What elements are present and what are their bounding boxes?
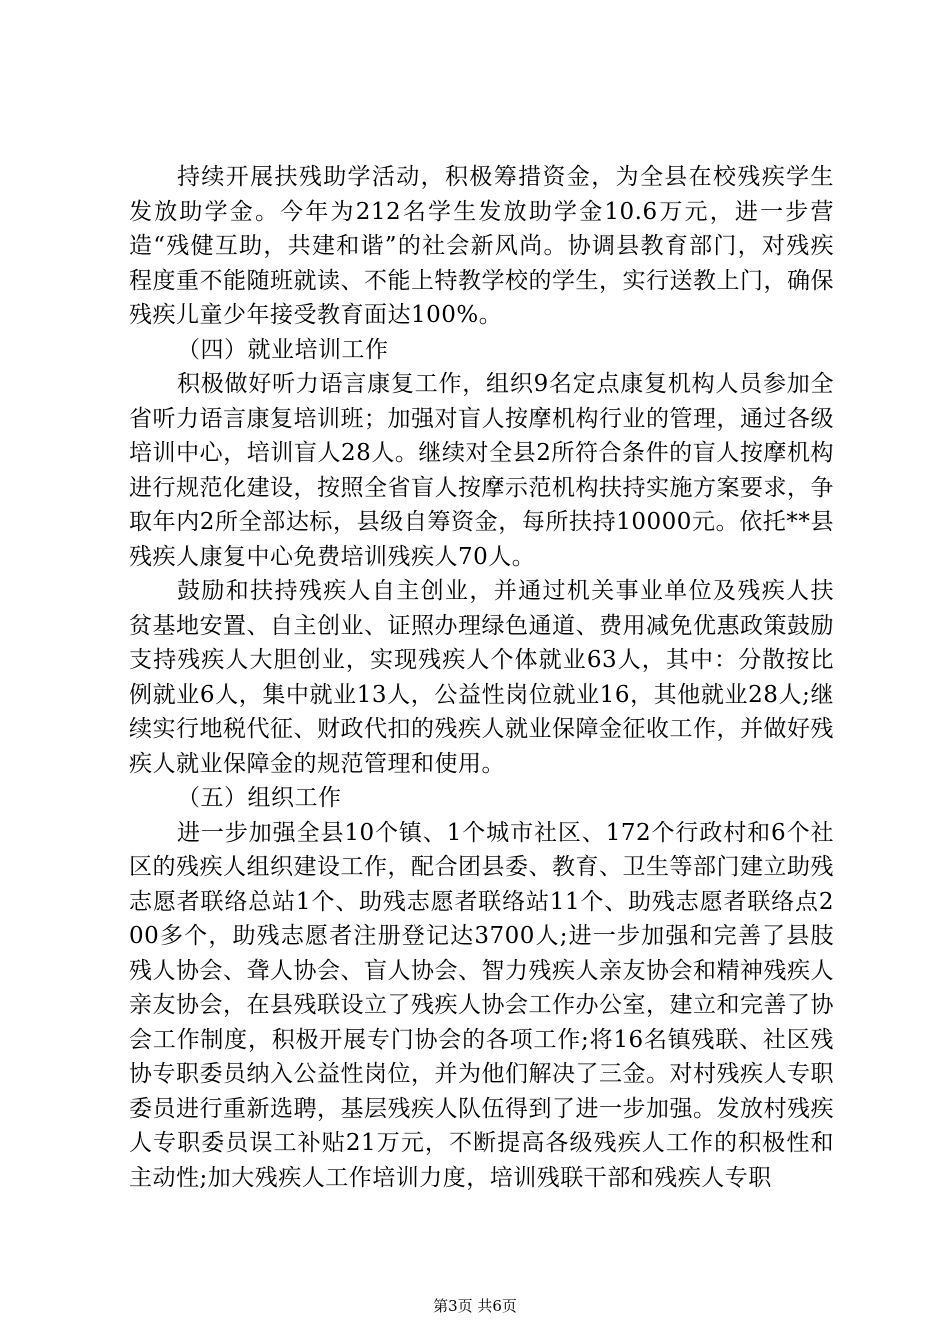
page-number-footer: 第3页 共6页 <box>433 1297 517 1315</box>
section-heading-employment-training: （四）就业培训工作 <box>177 336 389 363</box>
paragraph-rehabilitation-training: 积极做好听力语言康复工作，组织9名定点康复机构人员参加全省听力语言康复培训班；加强对盲人按摩机构行业的管理，通过各级培训中心，培训盲人28人。继续对全县2所符合条件的盲人按摩机构进行规范化建设，按照全省盲人按摩示范机构扶持实施方案要求，争取年内2所全部达标，县级自筹资金，每所扶持10000元。依托**县残疾人康复中心免费培训残疾人70人。 <box>129 371 834 570</box>
paragraph-organization-building: 进一步加强全县10个镇、1个城市社区、172个行政村和6个社区的残疾人组织建设工作，配合团县委、教育、卫生等部门建立助残志愿者联络总站1个、助残志愿者联络站11个、助残志愿者联络点200多个，助残志愿者注册登记达3700人;进一步加强和完善了县肢残人协会、聋人协会、盲人协会、智力残疾人亲友协会和精神残疾人亲友协会，在县残联设立了残疾人协会工作办公室，建立和完善了协会工作制度，积极开展专门协会的各项工作;将16名镇残联、社区残协专职委员纳入公益性岗位，并为他们解决了三金。对村残疾人专职委员进行重新选聘，基层残疾人队伍得到了进一步加强。发放村残疾人专职委员误工补贴21万元，不断提高各级残疾人工作的积极性和主动性;加大残疾人工作培训力度，培训残联干部和残疾人专职 <box>129 819 834 1191</box>
section-heading-organization: （五）组织工作 <box>177 785 342 811</box>
paragraph-student-aid: 持续开展扶残助学活动，积极筹措资金，为全县在校残疾学生发放助学金。今年为212名学生发放助学金10.6万元，进一步营造“残健互助，共建和谐”的社会新风尚。协调县教育部门，对残疾程度重不能随班就读、不能上特教学校的学生，实行送教上门，确保残疾儿童少年接受教育面达100%。 <box>129 164 834 328</box>
document-body <box>129 160 834 1195</box>
paragraph-self-employment: 鼓励和扶持残疾人自主创业，并通过机关事业单位及残疾人扶贫基地安置、自主创业、证照办理绿色通道、费用减免优惠政策鼓励支持残疾人大胆创业，实现残疾人个体就业63人，其中：分散按比例就业6人，集中就业13人，公益性岗位就业16，其他就业28人;继续实行地税代征、财政代扣的残疾人就业保障金征收工作，并做好残疾人就业保障金的规范管理和使用。 <box>129 578 834 777</box>
